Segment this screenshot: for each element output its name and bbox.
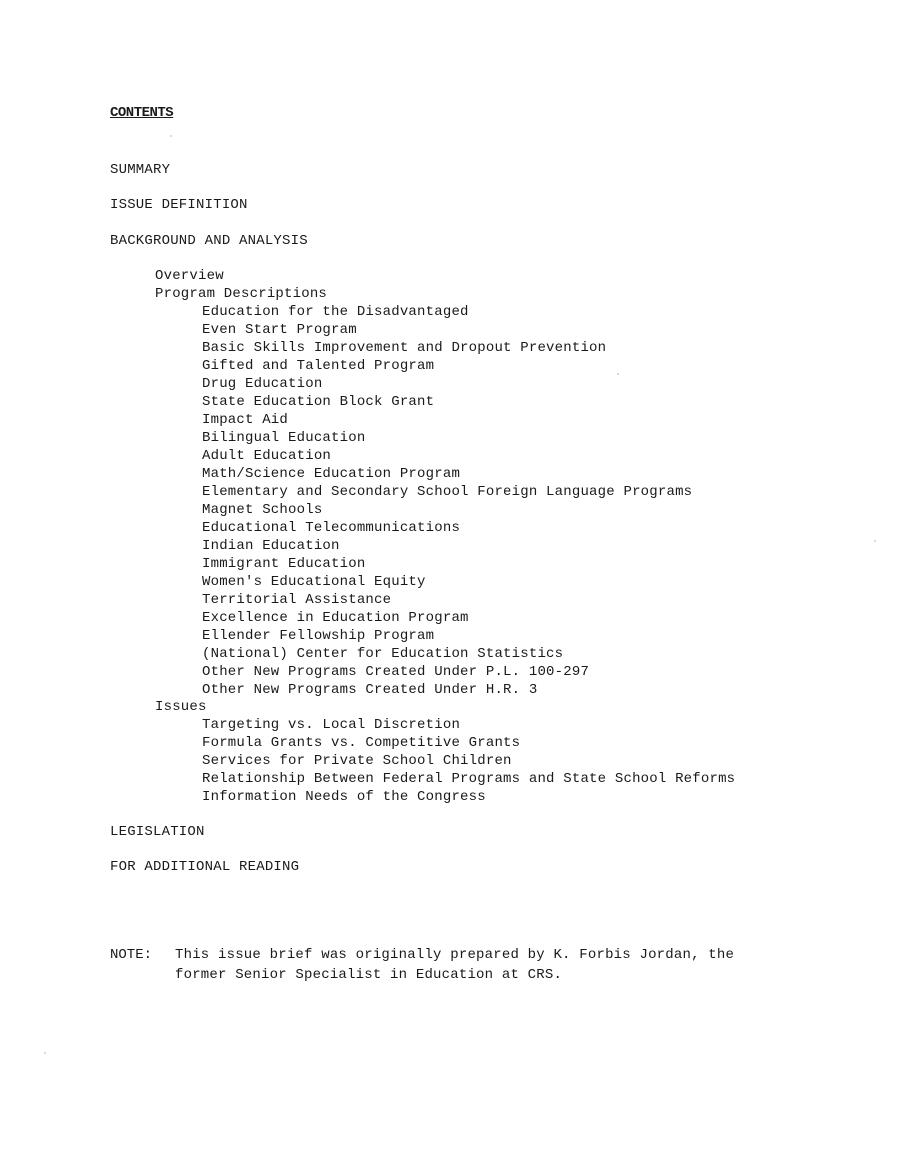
toc-program-item: (National) Center for Education Statistics — [202, 646, 564, 662]
toc-legislation: LEGISLATION — [110, 824, 205, 840]
toc-program-item: Magnet Schools — [202, 502, 323, 518]
toc-overview: Overview — [155, 268, 224, 284]
toc-program-item: Education for the Disadvantaged — [202, 304, 469, 320]
toc-program-item: Even Start Program — [202, 322, 357, 338]
toc-background-and-analysis: BACKGROUND AND ANALYSIS — [110, 233, 308, 249]
toc-program-item: Adult Education — [202, 448, 332, 464]
toc-program-item: Basic Skills Improvement and Dropout Prevention — [202, 340, 607, 356]
toc-issue-item: Relationship Between Federal Programs and State School Reforms — [202, 771, 736, 787]
toc-program-item: Ellender Fellowship Program — [202, 628, 435, 644]
toc-additional-reading: FOR ADDITIONAL READING — [110, 859, 300, 875]
toc-issue-definition: ISSUE DEFINITION — [110, 197, 248, 213]
note-text: This issue brief was originally prepared by K. Forbis Jordan, the former Senior Specialist in Education at CRS. — [175, 947, 735, 983]
toc-program-item: Educational Telecommunications — [202, 520, 461, 536]
toc-issue-item: Targeting vs. Local Discretion — [202, 717, 461, 733]
scan-speck — [874, 540, 876, 542]
toc-program-item: Excellence in Education Program — [202, 610, 469, 626]
scan-speck — [44, 1052, 46, 1054]
toc-summary: SUMMARY — [110, 162, 171, 178]
toc-issue-item: Information Needs of the Congress — [202, 789, 486, 805]
toc-program-item: Women's Educational Equity — [202, 574, 426, 590]
toc-program-item: Indian Education — [202, 538, 340, 554]
toc-program-item: Bilingual Education — [202, 430, 366, 446]
toc-program-item: Elementary and Secondary School Foreign Language Programs — [202, 484, 693, 500]
toc-program-item: Immigrant Education — [202, 556, 366, 572]
toc-program-item: Gifted and Talented Program — [202, 358, 435, 374]
toc-program-item: Other New Programs Created Under P.L. 100-297 — [202, 664, 590, 680]
toc-program-item: Impact Aid — [202, 412, 289, 428]
toc-program-item: Territorial Assistance — [202, 592, 392, 608]
toc-program-item: Other New Programs Created Under H.R. 3 — [202, 682, 538, 698]
toc-program-item: Drug Education — [202, 376, 323, 392]
toc-program-item: State Education Block Grant — [202, 394, 435, 410]
toc-program-item: Math/Science Education Program — [202, 466, 461, 482]
toc-issue-item: Formula Grants vs. Competitive Grants — [202, 735, 521, 751]
scan-speck — [170, 135, 172, 137]
toc-issue-item: Services for Private School Children — [202, 753, 512, 769]
toc-program-descriptions: Program Descriptions — [155, 286, 328, 302]
contents-heading: CONTENTS — [110, 105, 174, 121]
toc-issues: Issues — [155, 699, 207, 715]
note-label: NOTE: — [110, 947, 153, 963]
scan-speck — [617, 373, 619, 375]
